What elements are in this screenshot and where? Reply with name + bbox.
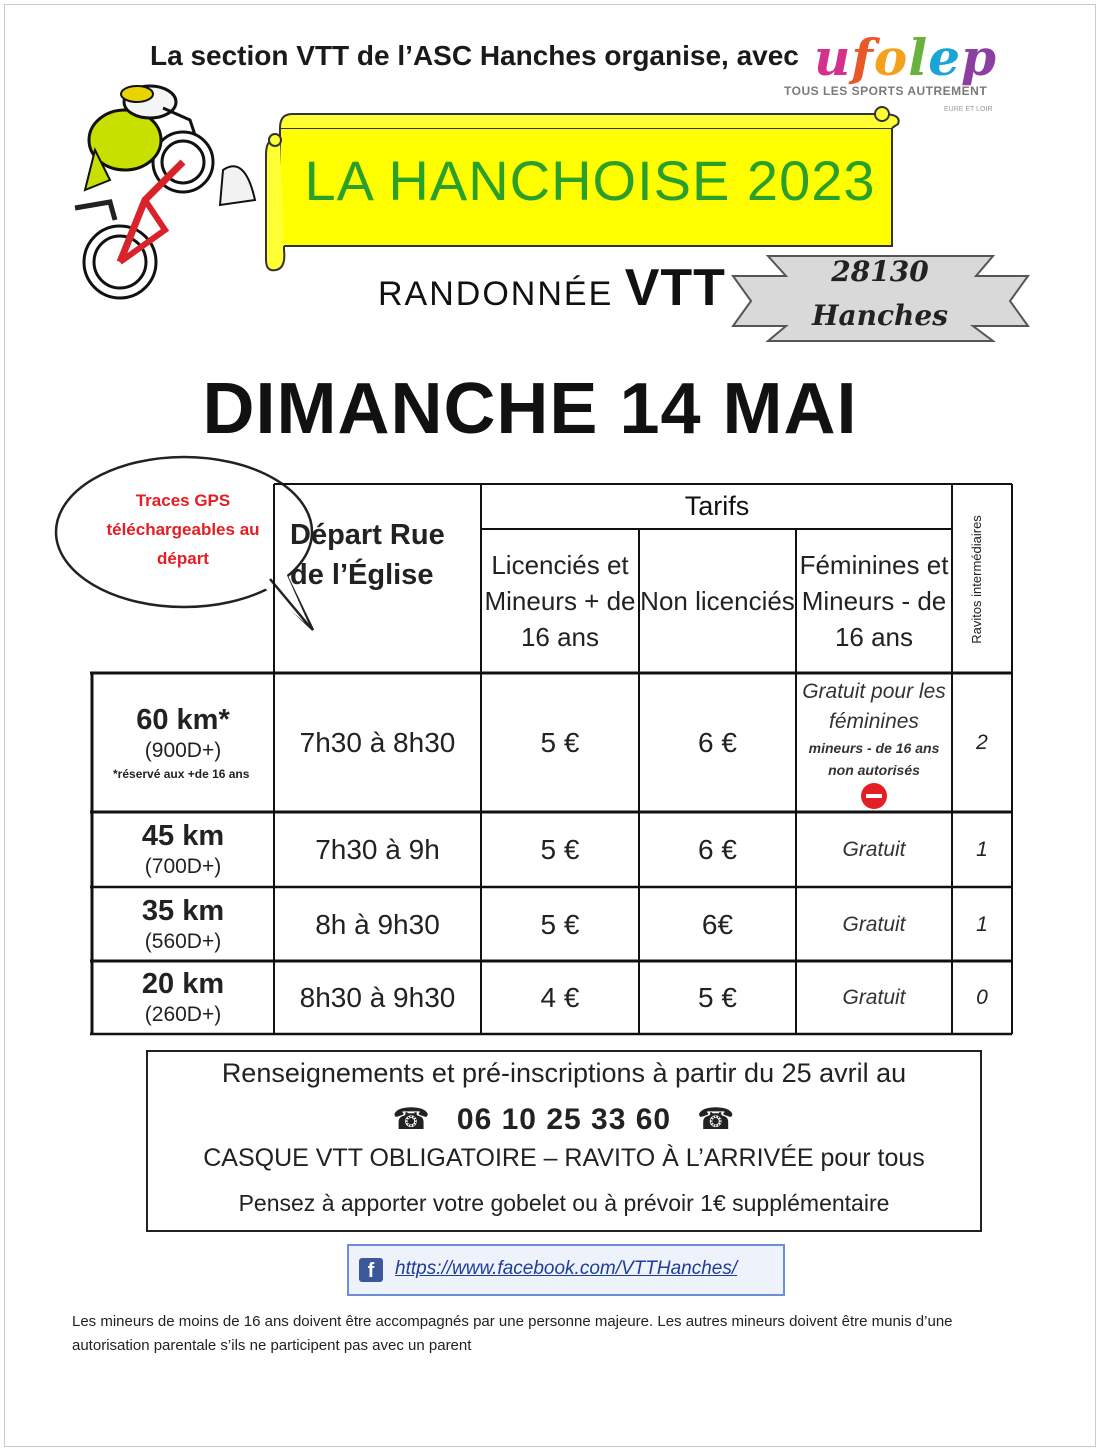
table-row-45km-distance: [92, 813, 274, 887]
price-feminines: Gratuit: [842, 912, 906, 936]
minors-notice: Les mineurs de moins de 16 ans doivent être accompagnés par une personne majeure. Les autres mineurs doivent être munis d’une autorisation parentale s’ils ne participent pas avec un parent: [72, 1313, 953, 1354]
no-entry-icon: [861, 783, 887, 809]
price-non-licencies: 6 €: [698, 834, 737, 865]
feminines-text: Gratuit pour les féminines: [802, 680, 946, 733]
feminines-note: mineurs - de 16 ans non autorisés: [808, 740, 940, 778]
col-non-licencies-header: Non licenciés: [640, 586, 795, 616]
col-feminines-header: Féminines et Mineurs - de 16 ans: [799, 550, 949, 652]
logo-tagline: TOUS LES SPORTS AUTREMENT: [784, 84, 988, 98]
ravitos-count: 1: [976, 838, 988, 861]
depart-header: Départ Rue de l’Église: [290, 519, 445, 591]
ravitos-count: 1: [976, 912, 988, 936]
logo-letter: f: [851, 28, 874, 87]
elevation: (700D+): [144, 855, 222, 878]
elevation: (560D+): [144, 929, 222, 953]
telephone-icon: ☎: [697, 1103, 736, 1136]
price-feminines: Gratuit: [842, 986, 906, 1009]
tarifs-header: Tarifs: [684, 490, 750, 521]
price-non-licencies: 6 €: [698, 727, 737, 758]
ravitos-header: [953, 486, 999, 672]
table-row-35km-distance: [92, 888, 274, 961]
phone-line: [148, 1102, 980, 1137]
distance-km: 35 km: [141, 894, 225, 927]
logo-letter: l: [908, 28, 929, 87]
logo-subtag: EURE ET LOIR: [944, 106, 993, 113]
facebook-link[interactable]: https://www.facebook.com/VTTHanches/: [395, 1258, 738, 1279]
ravitos-count: 2: [976, 731, 988, 754]
cup-notice: Pensez à apporter votre gobelet ou à prévoir 1€ supplémentaire: [238, 1190, 890, 1216]
start-time: 7h30 à 8h30: [299, 727, 456, 758]
facebook-link-box[interactable]: [347, 1244, 785, 1296]
table-row-60km-distance: [92, 674, 274, 812]
start-time: 7h30 à 9h: [315, 834, 440, 865]
registration-text: Renseignements et pré-inscriptions à partir du 25 avril au: [221, 1058, 907, 1088]
price-non-licencies: 5 €: [698, 982, 737, 1013]
logo-letter: o: [873, 28, 909, 87]
price-licencies: 5 €: [540, 727, 580, 758]
logo-letter: p: [961, 28, 998, 87]
distance-km: 45 km: [141, 820, 225, 852]
distance-km: 20 km: [141, 968, 225, 1000]
price-feminines: [796, 674, 952, 812]
price-non-licencies: 6€: [701, 908, 734, 940]
gps-note: Traces GPS téléchargeables au départ: [106, 491, 260, 568]
helmet-notice: CASQUE VTT OBLIGATOIRE – RAVITO À L’ARRIVÉE pour tous: [203, 1144, 925, 1172]
elevation: (260D+): [144, 1003, 222, 1026]
price-licencies: 5 €: [540, 908, 580, 940]
logo-letter: e: [928, 28, 962, 87]
event-date-text: DIMANCHE 14 MAI: [202, 369, 858, 449]
subtitle-vtt: VTT: [624, 259, 726, 317]
event-title: LA HANCHOISE 2023: [304, 149, 876, 212]
distance-note: *réservé aux +de 16 ans: [113, 767, 250, 781]
elevation: (900D+): [144, 739, 222, 762]
logo-letter: u: [814, 28, 852, 87]
ravitos-count: 0: [976, 986, 988, 1009]
phone-number[interactable]: 06 10 25 33 60: [456, 1103, 672, 1136]
ribbon-postcode: 28130: [831, 255, 929, 288]
price-licencies: 5 €: [540, 834, 580, 865]
price-licencies: 4 €: [540, 982, 580, 1013]
start-time: 8h à 9h30: [315, 908, 440, 940]
ribbon-town: Hanches: [812, 299, 948, 332]
subtitle-prefix: RANDONNÉE: [378, 275, 614, 313]
intro-text: La section VTT de l’ASC Hanches organise, avec: [150, 40, 799, 71]
table-row-20km-distance: [92, 962, 274, 1034]
facebook-icon: f: [359, 1258, 383, 1282]
distance-km: 60 km*: [136, 704, 230, 736]
price-feminines: Gratuit: [842, 838, 906, 861]
start-time: 8h30 à 9h30: [299, 982, 456, 1013]
ravitos-header-text: Ravitos intermédiaires: [968, 514, 984, 644]
col-licencies-header: Licenciés et Mineurs + de 16 ans: [484, 550, 636, 652]
info-box: [146, 1050, 982, 1232]
telephone-icon: ☎: [392, 1103, 431, 1136]
